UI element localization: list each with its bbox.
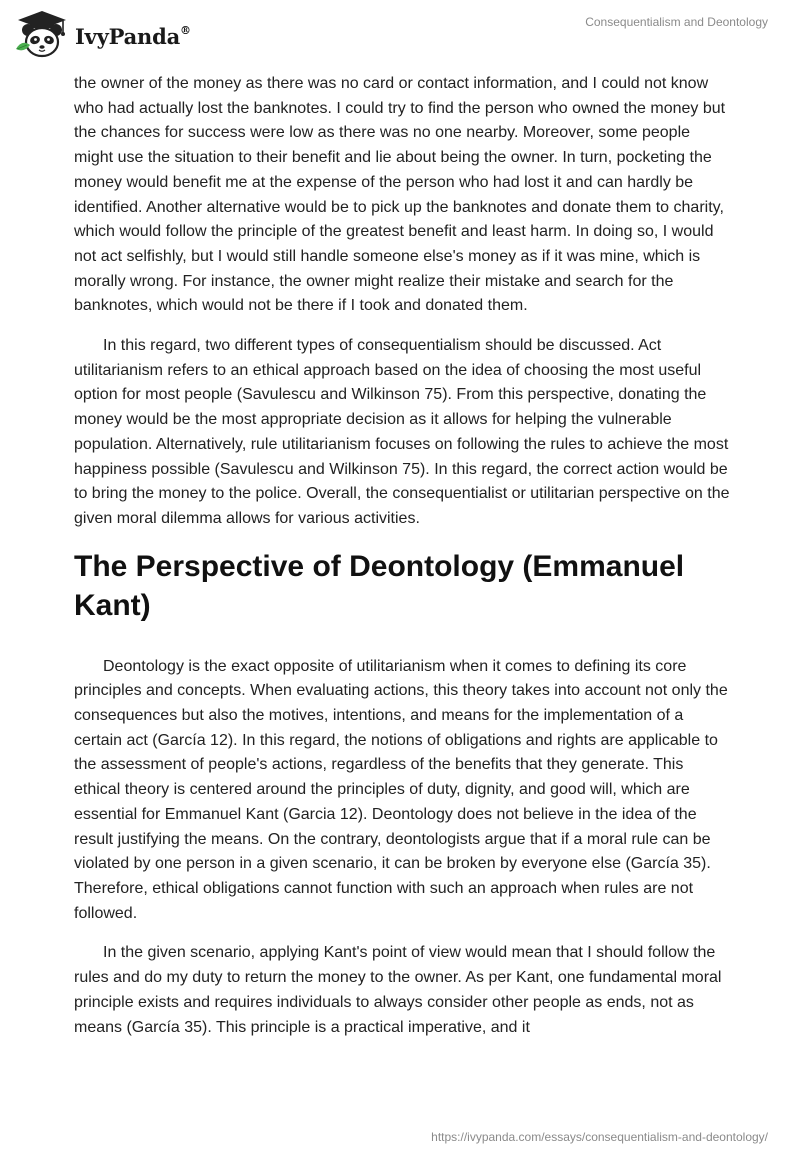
paragraph: In this regard, two different types of consequentialism should be discussed. Act utilitarianism refers to an ethical approach based on the idea of choosing the most useful option for most people (Savulescu and Wilkinson 75). From this perspective, donating the money would be the most appropriate decision as it allows for helping the vulnerable population. Alternatively, rule utilitarianism focuses on following the rules to achieve the most happiness possible (Savulescu and Wilkinson 75). In this regard, the correct action would be to bring the money to the police. Overall, the consequentialist or utilitarian perspective on the given moral dilemma allows for various activities. [74, 337, 730, 527]
paragraph: In the given scenario, applying Kant's point of view would mean that I should follow the rules and do my duty to return the money to the owner. As per Kant, one fundamental moral principle exists and requires individuals to always consider other people as ends, not as means (García 35). This principle is a practical imperative, and it [74, 944, 722, 1036]
running-title: Consequentialism and Deontology [585, 15, 768, 29]
section-heading: The Perspective of Deontology (Emmanuel Kant) [74, 549, 685, 622]
panda-graduate-icon [14, 9, 70, 61]
essay-body [74, 72, 730, 1055]
paragraph: Deontology is the exact opposite of utilitarianism when it comes to defining its core principles and concepts. When evaluating actions, this theory takes into account not only the consequences but also the motives, intentions, and means for the implementation of a certain act (García 12). In this regard, the notions of obligations and rights are applicable to the assessment of people's actions, regardless of the benefits that they generate. This ethical theory is centered around the principles of duty, dignity, and good will, which are essential for Emmanuel Kant (Garcia 12). Deontology does not believe in the idea of the result justifying the means. On the contrary, deontologists argue that if a moral rule can be violated by one person in a given scenario, it can be broken by everyone else (García 35). Therefore, ethical obligations cannot function with such an approach when rules are not followed. [74, 657, 728, 922]
registered-mark: ® [180, 23, 191, 37]
ivypanda-logo[interactable] [14, 9, 191, 61]
brand-name: IvyPanda® [75, 23, 191, 49]
footer-url[interactable]: https://ivypanda.com/essays/consequentialism-and-deontology/ [431, 1130, 768, 1144]
paragraph: the owner of the money as there was no card or contact information, and I could not know who had actually lost the banknotes. I could try to find the person who owned the money but the chances for success were low as there was no one nearby. Moreover, some people might use the situation to their benefit and lie about being the owner. In turn, pocketing the money would benefit me at the expense of the person who had lost it and can hardly be identified. Another alternative would be to pick up the banknotes and donate them to charity, which would follow the principle of the greatest benefit and least harm. In doing so, I would not act selfishly, but I would still handle someone else's money as if it was mine, which is morally wrong. For instance, the owner might realize their mistake and search for the banknotes, which would not be there if I took and donated them. [74, 75, 726, 315]
page-header [0, 0, 800, 70]
